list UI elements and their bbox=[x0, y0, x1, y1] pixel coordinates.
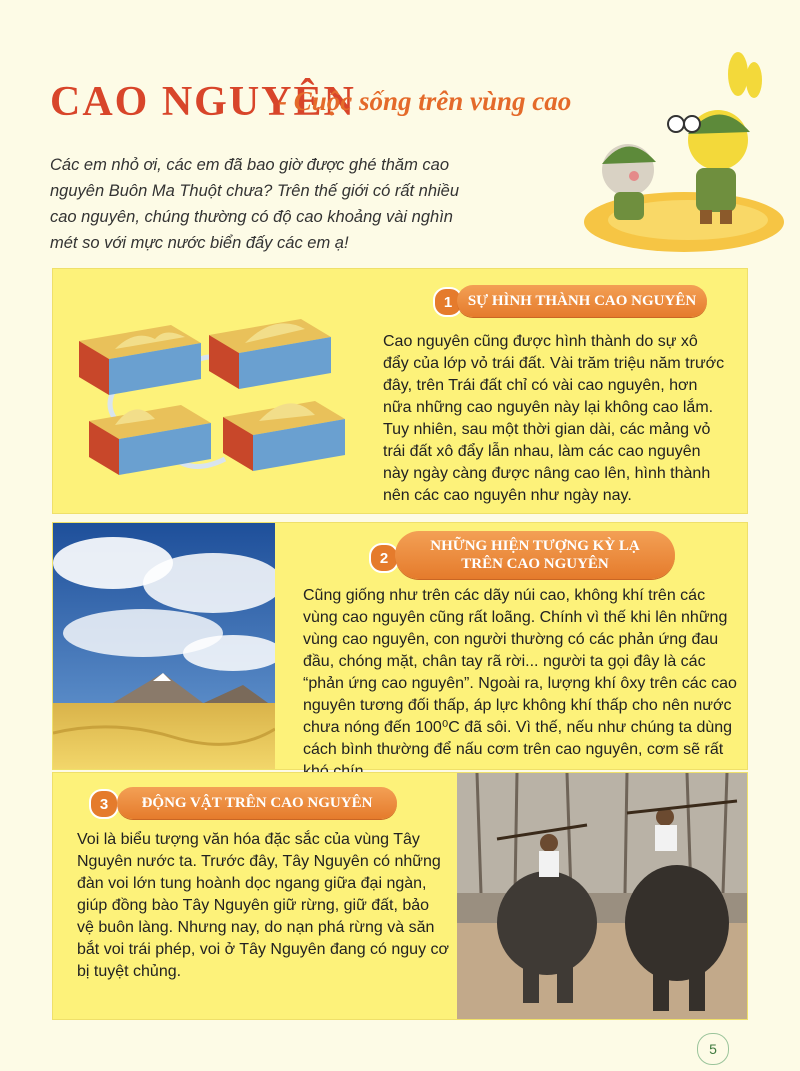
section-number-badge: 1 bbox=[433, 287, 463, 317]
elephants-photo bbox=[457, 773, 747, 1019]
intro-paragraph: Các em nhỏ ơi, các em đã bao giờ được ghé thăm cao nguyên Buôn Ma Thuột chưa? Trên thế giới có rất nhiều cao nguyên, chúng thường có độ cao khoảng vài nghìn mét so với mực nước biển đấy các em ạ! bbox=[50, 156, 460, 252]
page-title: CAO NGUYÊN bbox=[50, 79, 356, 125]
section-number-badge: 3 bbox=[89, 789, 119, 819]
section-title: ĐỘNG VẬT TRÊN CAO NGUYÊN bbox=[117, 787, 397, 819]
section-body: Cũng giống như trên các dãy núi cao, không khí trên các vùng cao nguyên cũng rất loãng. Chính vì thế khi lên những vùng cao nguyên, con người thường có các phản ứng đau đầu, chóng mặt, chân tay rã rời... người ta gọi đây là các “phản ứng cao nguyên”. Ngoài ra, lượng khí ôxy trên các cao nguyên tương đối thấp, áp lực không khí thấp cho nên nước chưa nóng đến 100⁰C đã sôi. Vì thế, nếu như chúng ta dùng cách bình thường để nấu cơm trên cao nguyên, cơm sẽ rất bbox=[303, 587, 737, 758]
section-animals-panel bbox=[52, 772, 748, 1020]
plate-diagram bbox=[75, 309, 345, 479]
section-title-line2: TRÊN CAO NGUYÊN bbox=[461, 556, 609, 572]
section-number-badge: 2 bbox=[369, 543, 399, 573]
section-title bbox=[395, 531, 675, 579]
mascot-illustration bbox=[578, 52, 790, 257]
plateau-sky-photo bbox=[53, 523, 275, 769]
section-title: SỰ HÌNH THÀNH CAO NGUYÊN bbox=[457, 285, 707, 317]
page-subtitle: - Cuộc sống trên vùng cao bbox=[278, 86, 572, 116]
section-body: Cao nguyên cũng được hình thành do sự xô đẩy của lớp vỏ trái đất. Vài trăm triệu năm trước đây, trên Trái đất chỉ có vài cao nguyên, hơn nữa những cao nguyên này lại không cao lắm. Tuy nhiên, sau một thời gian dài, các mảng vỏ trái đất xô đẩy lẫn nhau, làm các cao nguyên này ngày càng được nâng cao lên, hình thành nên các cao nguyên như ngày nay. bbox=[383, 333, 725, 504]
section-formation-panel bbox=[52, 268, 748, 514]
section-phenomena-panel bbox=[52, 522, 748, 770]
section-body: Voi là biểu tượng văn hóa đặc sắc của vùng Tây Nguyên nước ta. Trước đây, Tây Nguyên có những đàn voi lớn tung hoành dọc ngang giữa đại ngàn, giúp đồng bào Tây Nguyên giữ rừng, giữ đất, bảo vệ buôn làng. Nhưng nay, do nạn phá rừng và săn bắt voi trái phép, voi ở Tây Nguyên đang có nguy cơ bị tuyệt chủng. bbox=[77, 831, 450, 980]
page-number: 5 bbox=[697, 1033, 729, 1065]
section-title-line1: NHỮNG HIỆN TƯỢNG KỲ LẠ bbox=[430, 538, 640, 554]
